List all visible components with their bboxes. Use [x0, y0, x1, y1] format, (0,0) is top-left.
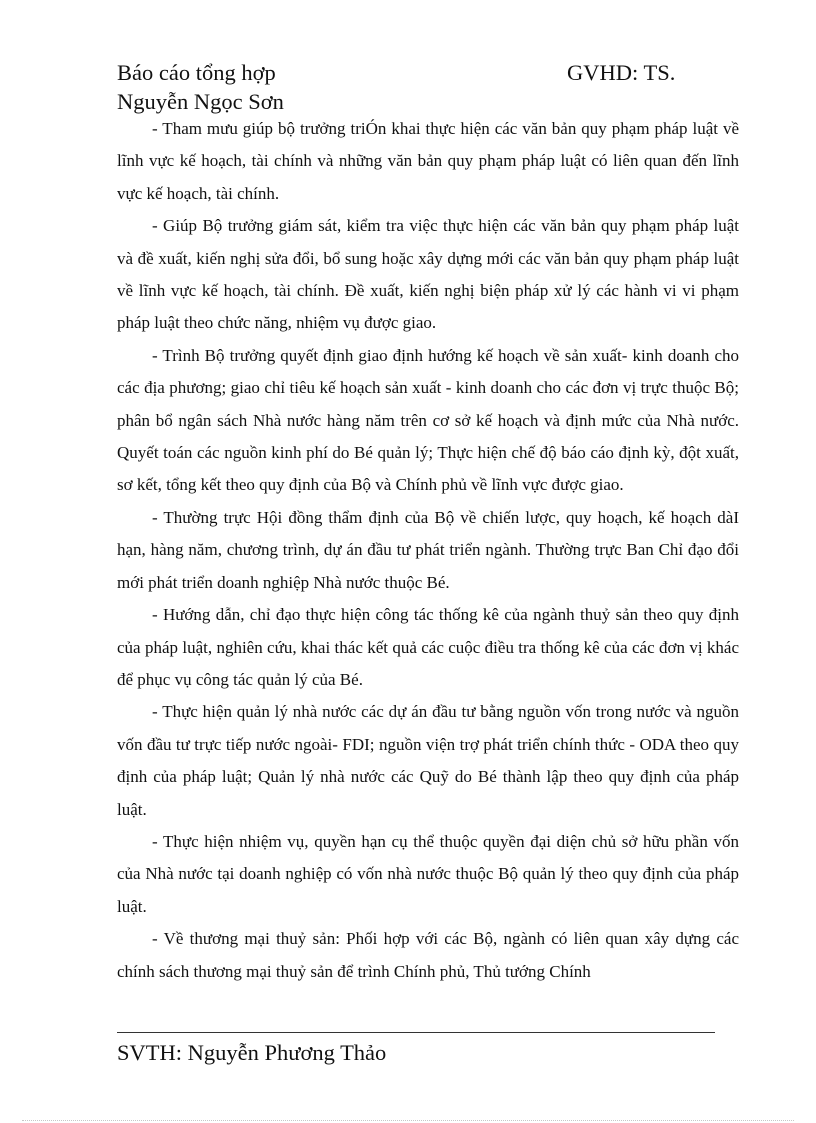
header-line	[117, 58, 717, 87]
paragraph-4: - Thường trực Hội đồng thẩm định của Bộ về chiến lược, quy hoạch, kế hoạch dàI hạn, hàng năm, chương trình, dự án đầu tư phát triển ngành. Thường trực Ban Chỉ đạo đổi mới phát triển doanh nghiệp Nhà nước thuộc Bé.	[117, 507, 739, 592]
supervisor-name: Nguyễn Ngọc Sơn	[117, 89, 284, 114]
supervisor-label: GVHD: TS.	[567, 60, 676, 85]
page-bottom-edge	[22, 1120, 794, 1121]
report-title: Báo cáo tổng hợp	[117, 60, 276, 85]
page-header	[117, 58, 717, 116]
paragraph-8: - Về thương mại thuỷ sản: Phối hợp với các Bộ, ngành có liên quan xây dựng các chính sách thương mại thuỷ sản để trình Chính phủ, Thủ tướng Chính	[117, 929, 739, 981]
footer-divider	[117, 1032, 715, 1033]
paragraph-7: - Thực hiện nhiệm vụ, quyền hạn cụ thể thuộc quyền đại diện chủ sở hữu phần vốn của Nhà nước tại doanh nghiệp có vốn nhà nước thuộc Bộ quản lý theo quy định của pháp luật.	[117, 831, 739, 916]
body-text	[117, 113, 739, 988]
paragraph-6: - Thực hiện quản lý nhà nước các dự án đầu tư bằng nguồn vốn trong nước và nguồn vốn đầu tư trực tiếp nước ngoài- FDI; nguồn viện trợ phát triển chính thức - ODA theo quy định của pháp luật; Quản lý nhà nước các Quỹ do Bé thành lập theo quy định của pháp luật.	[117, 702, 739, 819]
paragraph-1: - Tham mưu giúp bộ trưởng triÓn khai thực hiện các văn bản quy phạm pháp luật về lĩnh vực kế hoạch, tài chính và những văn bản quy phạm pháp luật có liên quan đến lĩnh vực kế hoạch, tài chính.	[117, 119, 739, 203]
paragraph-3: - Trình Bộ trưởng quyết định giao định hướng kế hoạch về sản xuất- kinh doanh cho các địa phương; giao chỉ tiêu kế hoạch sản xuất - kinh doanh cho các đơn vị trực thuộc Bộ; phân bổ ngân sách Nhà nước hàng năm trên cơ sở kế hoạch và định mức của Nhà nước. Quyết toán các nguồn kinh phí do Bé quản lý; Thực hiện chế độ báo cáo định kỳ, đột xuất, sơ kết, tổng kết theo quy định của Bộ và Chính phủ về lĩnh vực được giao.	[117, 345, 739, 495]
paragraph-2: - Giúp Bộ trưởng giám sát, kiểm tra việc thực hiện các văn bản quy phạm pháp luật và đề xuất, kiến nghị sửa đổi, bổ sung hoặc xây dựng mới các văn bản quy phạm pháp luật về lĩnh vực kế hoạch, tài chính. Đề xuất, kiến nghị biện pháp xử lý các hành vi vi phạm pháp luật theo chức năng, nhiệm vụ được giao.	[117, 216, 739, 333]
footer-student: SVTH: Nguyễn Phương Thảo	[117, 1040, 387, 1065]
paragraph-5: - Hướng dẫn, chỉ đạo thực hiện công tác thống kê của ngành thuỷ sản theo quy định của pháp luật, nghiên cứu, khai thác kết quả các cuộc điều tra thống kê của các đơn vị khác để phục vụ công tác quản lý của Bé.	[117, 605, 739, 689]
